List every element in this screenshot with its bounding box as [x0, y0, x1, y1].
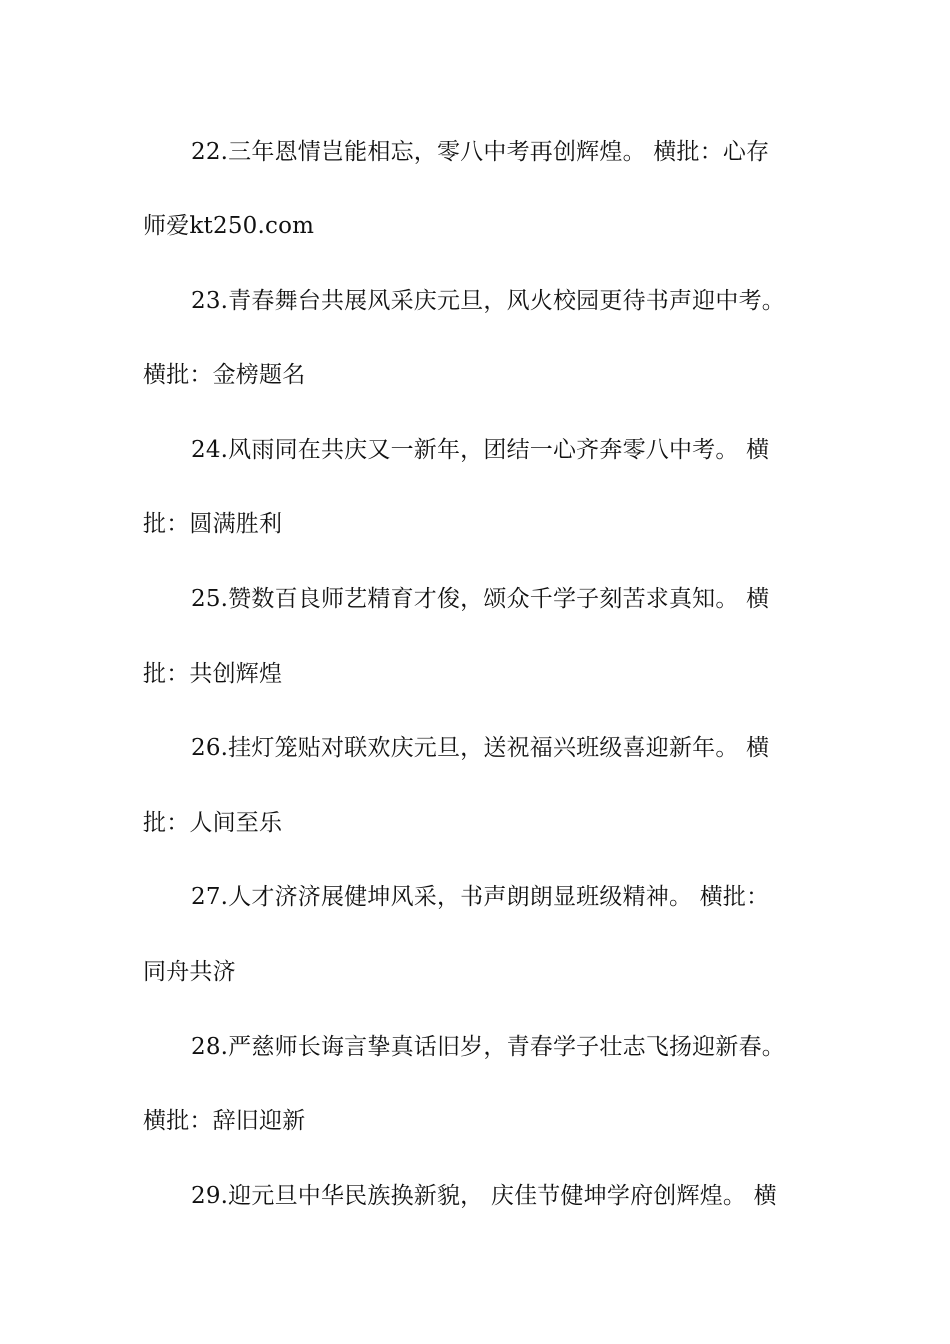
couplet-27-line-1: 27.人才济济展健坤风采，书声朗朗显班级精神。 横批：	[191, 884, 770, 910]
couplet-24-line-1: 24.风雨同在共庆又一新年，团结一心齐奔零八中考。 横	[191, 437, 770, 463]
couplet-26-line-1: 26.挂灯笼贴对联欢庆元旦，送祝福兴班级喜迎新年。 横	[191, 735, 770, 761]
couplet-28-line-2: 横批：辞旧迎新	[143, 1108, 306, 1134]
couplet-25-line-1: 25.赞数百良师艺精育才俊，颂众千学子刻苦求真知。 横	[191, 586, 770, 612]
couplet-26-line-2: 批：人间至乐	[143, 810, 283, 836]
couplet-22-line-1: 22.三年恩情岂能相忘，零八中考再创辉煌。 横批：心存	[191, 139, 770, 165]
couplet-25-line-2: 批：共创辉煌	[143, 661, 283, 687]
couplet-22-line-2: 师爱kt250.com	[143, 213, 315, 239]
couplet-29-line-1: 29.迎元旦中华民族换新貌， 庆佳节健坤学府创辉煌。 横	[191, 1183, 777, 1209]
couplet-23-line-2: 横批：金榜题名	[143, 362, 306, 388]
couplet-28-line-1: 28.严慈师长诲言挚真话旧岁，青春学子壮志飞扬迎新春。	[191, 1034, 785, 1060]
couplet-24-line-2: 批：圆满胜利	[143, 511, 283, 537]
couplet-27-line-2: 同舟共济	[143, 959, 236, 985]
couplet-23-line-1: 23.青春舞台共展风采庆元旦，风火校园更待书声迎中考。	[191, 288, 785, 314]
